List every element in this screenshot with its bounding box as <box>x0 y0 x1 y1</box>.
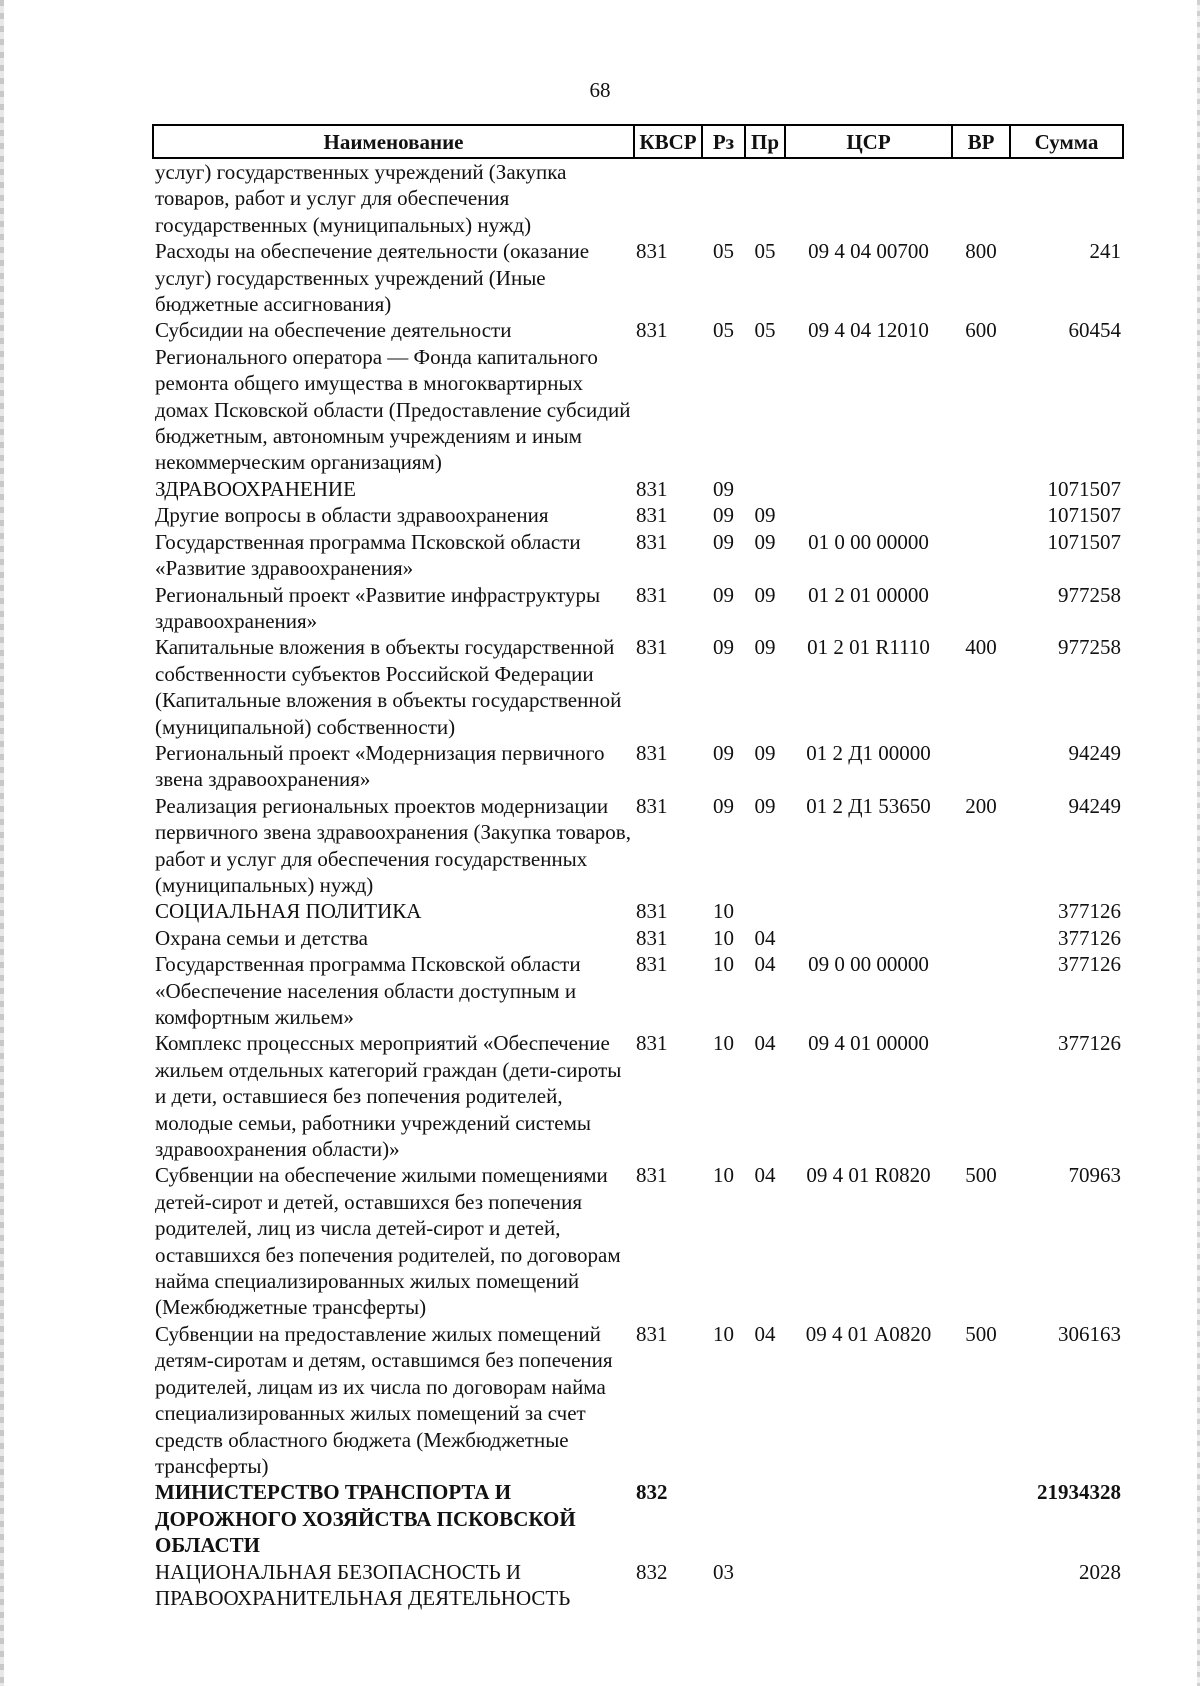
cell-rz: 09 <box>713 793 734 818</box>
cell-sum: 377126 <box>1058 899 1121 924</box>
column-header-sum: Сумма <box>1010 125 1123 158</box>
cell-sum: 377126 <box>1058 925 1121 950</box>
cell-rz: 10 <box>713 952 734 977</box>
cell-csr: 09 4 04 00700 <box>808 239 929 264</box>
cell-rz: 09 <box>713 503 734 528</box>
cell-kvsr: 831 <box>636 476 668 501</box>
cell-kvsr: 831 <box>636 740 668 765</box>
cell-rz: 09 <box>713 635 734 660</box>
column-header-vr: ВР <box>952 125 1010 158</box>
cell-vr <box>952 925 1010 951</box>
cell-sum: 377126 <box>1058 952 1121 977</box>
table-row <box>153 1030 1123 1162</box>
cell-vr: 200 <box>965 793 997 818</box>
cell-rz: 03 <box>713 1559 734 1584</box>
table-row <box>153 158 1123 238</box>
table-row <box>153 317 1123 475</box>
cell-kvsr: 831 <box>636 529 668 554</box>
cell-csr: 01 2 01 00000 <box>808 582 929 607</box>
cell-vr <box>952 158 1010 238</box>
cell-sum: 2028 <box>1079 1559 1121 1584</box>
cell-kvsr: 831 <box>636 635 668 660</box>
table-row <box>153 740 1123 793</box>
cell-kvsr: 831 <box>636 925 668 950</box>
cell-rz <box>702 1479 745 1558</box>
cell-csr: 09 4 01 00000 <box>808 1031 929 1056</box>
cell-kvsr: 831 <box>636 239 668 264</box>
cell-kvsr: 831 <box>636 1321 668 1346</box>
column-header-kvsr: КВСР <box>634 125 702 158</box>
cell-pr <box>745 1559 785 1612</box>
cell-csr: 01 2 Д1 53650 <box>806 793 931 818</box>
cell-csr: 09 0 00 00000 <box>808 952 929 977</box>
cell-sum: 1071507 <box>1047 529 1121 554</box>
cell-rz: 10 <box>713 1031 734 1056</box>
cell-kvsr: 831 <box>636 952 668 977</box>
table-row <box>153 634 1123 740</box>
table-header-row <box>153 125 1123 158</box>
scan-edge-left <box>0 0 4 1686</box>
cell-sum: 60454 <box>1068 318 1121 343</box>
cell-rz: 10 <box>713 899 734 924</box>
table-row <box>153 951 1123 1030</box>
cell-name: Государственная программа Псковской области «Развитие здравоохранения» <box>155 529 581 581</box>
cell-rz: 05 <box>713 239 734 264</box>
cell-sum <box>1010 158 1123 238</box>
cell-vr <box>952 740 1010 793</box>
cell-pr: 04 <box>754 1321 776 1346</box>
cell-pr: 09 <box>754 582 776 607</box>
table-row <box>153 925 1123 951</box>
cell-vr <box>952 476 1010 502</box>
cell-sum: 21934328 <box>1037 1480 1121 1505</box>
page-number: 68 <box>589 78 611 102</box>
cell-sum: 1071507 <box>1047 476 1121 501</box>
cell-name: НАЦИОНАЛЬНАЯ БЕЗОПАСНОСТЬ И ПРАВООХРАНИТЕЛЬНАЯ ДЕЯТЕЛЬНОСТЬ <box>155 1559 571 1610</box>
cell-vr <box>952 582 1010 635</box>
budget-table <box>152 124 1124 1611</box>
cell-csr <box>785 158 952 238</box>
cell-sum: 1071507 <box>1047 503 1121 528</box>
cell-name: Капитальные вложения в объекты государственной собственности субъектов Российской Федерации (Капитальные вложения в объекты государственной (муниципальной) собственности) <box>155 635 622 739</box>
column-header-pr: Пр <box>745 125 785 158</box>
cell-pr: 05 <box>754 318 776 343</box>
cell-kvsr: 831 <box>636 318 668 343</box>
column-header-rz: Рз <box>702 125 745 158</box>
table-row <box>153 1321 1123 1479</box>
cell-pr: 04 <box>754 1031 776 1056</box>
table-row <box>153 1479 1123 1558</box>
table-row <box>153 502 1123 528</box>
cell-vr: 500 <box>965 1163 997 1188</box>
cell-pr: 05 <box>754 239 776 264</box>
cell-name: Другие вопросы в области здравоохранения <box>155 503 549 528</box>
table-row <box>153 476 1123 502</box>
cell-kvsr: 831 <box>636 1163 668 1188</box>
cell-name: Субсидии на обеспечение деятельности Регионального оператора — Фонда капитального ремонта общего имущества в многоквартирных домах Псковской области (Предоставление субсидий бюджетным, автономным учреждениям и иным некоммерческим организациям) <box>155 318 631 475</box>
cell-vr: 400 <box>965 635 997 660</box>
cell-kvsr: 831 <box>636 793 668 818</box>
cell-rz: 09 <box>713 740 734 765</box>
cell-sum: 94249 <box>1068 740 1121 765</box>
cell-pr: 09 <box>754 503 776 528</box>
cell-vr <box>952 1479 1010 1558</box>
cell-csr <box>785 502 952 528</box>
cell-csr: 09 4 01 А0820 <box>805 1321 932 1346</box>
cell-pr: 09 <box>754 793 776 818</box>
cell-rz: 09 <box>713 529 734 554</box>
cell-name: СОЦИАЛЬНАЯ ПОЛИТИКА <box>155 899 422 924</box>
cell-rz: 10 <box>713 1163 734 1188</box>
table-row <box>153 1162 1123 1320</box>
cell-name: МИНИСТЕРСТВО ТРАНСПОРТА И ДОРОЖНОГО ХОЗЯЙСТВА ПСКОВСКОЙ ОБЛАСТИ <box>155 1480 576 1558</box>
cell-rz: 05 <box>713 318 734 343</box>
cell-sum: 977258 <box>1058 635 1121 660</box>
cell-sum: 94249 <box>1068 793 1121 818</box>
cell-pr: 04 <box>754 952 776 977</box>
cell-name: Реализация региональных проектов модернизации первичного звена здравоохранения (Закупка товаров, работ и услуг для обеспечения государственных (муниципальных) нужд) <box>155 793 631 897</box>
cell-pr <box>745 476 785 502</box>
table-row <box>153 582 1123 635</box>
cell-name: Субвенции на обеспечение жилыми помещениями детей-сирот и детей, оставшихся без попечения родителей, лиц из числа детей-сирот и детей, оставшихся без попечения родителей, по договорам найма специализированных жилых помещений (Межбюджетные трансферты) <box>155 1163 621 1320</box>
cell-name: Региональный проект «Модернизация первичного звена здравоохранения» <box>155 740 605 792</box>
cell-vr: 600 <box>965 318 997 343</box>
column-header-name: Наименование <box>153 125 634 158</box>
cell-sum: 70963 <box>1068 1163 1121 1188</box>
cell-csr: 01 2 01 R1110 <box>807 635 930 660</box>
cell-pr <box>745 898 785 924</box>
cell-kvsr: 831 <box>636 503 668 528</box>
cell-pr: 09 <box>754 740 776 765</box>
cell-sum: 241 <box>1089 239 1121 264</box>
cell-kvsr: 831 <box>636 582 668 607</box>
cell-vr <box>952 529 1010 582</box>
cell-name: ЗДРАВООХРАНЕНИЕ <box>155 476 356 501</box>
cell-name: Региональный проект «Развитие инфраструктуры здравоохранения» <box>155 582 601 633</box>
cell-vr <box>952 898 1010 924</box>
cell-name: Государственная программа Псковской области «Обеспечение населения области доступным и комфортным жильем» <box>155 952 581 1029</box>
cell-kvsr <box>634 158 702 238</box>
cell-vr: 800 <box>965 239 997 264</box>
table-row <box>153 529 1123 582</box>
cell-csr <box>785 898 952 924</box>
table-row <box>153 898 1123 924</box>
cell-vr <box>952 1559 1010 1612</box>
cell-vr <box>952 951 1010 1030</box>
cell-csr <box>785 925 952 951</box>
cell-csr: 01 0 00 00000 <box>808 529 929 554</box>
cell-rz: 09 <box>713 476 734 501</box>
cell-csr <box>785 1559 952 1612</box>
cell-name: Комплекс процессных мероприятий «Обеспечение жильем отдельных категорий граждан (дети-сироты и дети, оставшиеся без попечения родителей, молодые семьи, работники учреждений системы здравоохранения области)» <box>155 1031 622 1162</box>
table-row <box>153 793 1123 899</box>
cell-name: Охрана семьи и детства <box>155 925 368 950</box>
cell-csr: 01 2 Д1 00000 <box>806 740 931 765</box>
column-header-csr: ЦСР <box>785 125 952 158</box>
cell-vr: 500 <box>965 1321 997 1346</box>
cell-name: Расходы на обеспечение деятельности (оказание услуг) государственных учреждений (Иные бюджетные ассигнования) <box>155 239 590 317</box>
cell-name: Субвенции на предоставление жилых помещений детям-сиротам и детям, оставшимся без попечения родителей, лицам из их числа по договорам найма специализированных жилых помещений за счет средств областного бюджета (Межбюджетные трансферты) <box>155 1321 613 1478</box>
cell-csr <box>785 1479 952 1558</box>
cell-sum: 977258 <box>1058 582 1121 607</box>
cell-sum: 377126 <box>1058 1031 1121 1056</box>
cell-vr <box>952 502 1010 528</box>
cell-pr: 09 <box>754 635 776 660</box>
cell-csr: 09 4 01 R0820 <box>806 1163 931 1188</box>
cell-pr: 04 <box>754 1163 776 1188</box>
cell-sum: 306163 <box>1058 1321 1121 1346</box>
cell-rz: 09 <box>713 582 734 607</box>
cell-kvsr: 831 <box>636 899 668 924</box>
table-body <box>153 158 1123 1611</box>
cell-pr <box>745 1479 785 1558</box>
cell-pr <box>745 158 785 238</box>
cell-vr <box>952 1030 1010 1162</box>
cell-name: услуг) государственных учреждений (Закупка товаров, работ и услуг для обеспечения государственных (муниципальных) нужд) <box>155 160 567 237</box>
cell-pr: 09 <box>754 529 776 554</box>
cell-pr: 04 <box>754 925 776 950</box>
cell-rz: 10 <box>713 925 734 950</box>
table-row <box>153 238 1123 317</box>
cell-kvsr: 832 <box>636 1480 668 1505</box>
cell-csr: 09 4 04 12010 <box>808 318 929 343</box>
cell-rz: 10 <box>713 1321 734 1346</box>
cell-kvsr: 832 <box>636 1559 668 1584</box>
cell-kvsr: 831 <box>636 1031 668 1056</box>
table-row <box>153 1559 1123 1612</box>
cell-csr <box>785 476 952 502</box>
cell-rz <box>702 158 745 238</box>
